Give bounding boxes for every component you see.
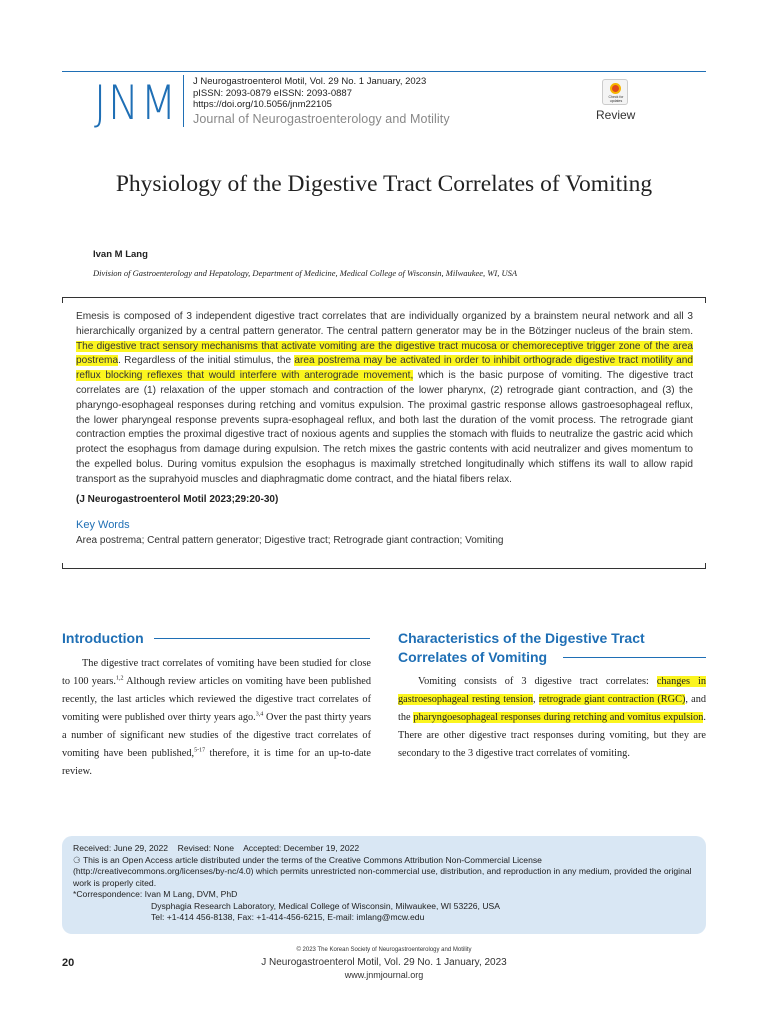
journal-info [193,76,450,127]
issn-line: pISSN: 2093-0879 eISSN: 2093-0887 [193,87,352,99]
reference-sup[interactable]: 5-17 [194,747,206,754]
logo-divider [183,75,184,127]
correspondence-line1: *Correspondence: Ivan M Lang, DVM, PhD [73,889,238,899]
license-text: This is an Open Access article distributed under the terms of the Creative Commons Attribution Non-Commercial License (http://creativecommons.org/licenses/by-nc/4.0) which permits unrestricted non-commercial use, distribution, and reproduction in any medium, provided the original work is properly cited. [73,854,692,888]
article-info-box [62,836,706,934]
abstract-part: Emesis is composed of 3 independent digestive tract correlates that are individually organized by a brainstem neural network and all 3 hierarchically organized by a central pattern generator. The central pattern generator may be in the Bötzinger nucleus of the brain stem. [76,311,693,337]
footer-citation: J Neurogastroenterol Motil, Vol. 29 No. 1 January, 2023 [261,957,507,968]
char-highlight: pharyngoesophageal responses during retching and vomitus expulsion [413,712,704,723]
dates-line: Received: June 29, 2022 Revised: None Accepted: December 19, 2022 [73,843,360,853]
characteristics-heading-rule [563,657,706,658]
page-number: 20 [62,957,75,969]
copyright-line: © 2023 The Korean Society of Neurogastroenterology and Motility [296,947,472,953]
abstract-citation: (J Neurogastroenterol Motil 2023;29:20-30) [76,494,279,505]
char-text: , and the [398,694,707,723]
doi-link[interactable]: https://doi.org/10.5056/jnm22105 [193,99,332,110]
keywords-list: Area postrema; Central pattern generator; Digestive tract; Retrograde giant contraction; Vomiting [76,535,504,546]
cc-icon: ⚆ [73,854,83,865]
header-rule [62,71,706,72]
characteristics-heading-line1: Characteristics of the Digestive Tract [398,630,645,646]
license-notice [73,855,696,890]
reference-sup[interactable]: 3,4 [255,711,264,718]
intro-paragraph [62,655,371,781]
reference-sup[interactable]: 1,2 [116,675,124,682]
intro-heading: Introduction [62,630,144,646]
keywords-heading: Key Words [76,519,130,531]
correspondence-line3: Tel: +1-414 456-8138, Fax: +1-414-456-6215, E-mail: imlang@mcw.edu [151,912,425,922]
check-for-updates-badge[interactable] [602,79,628,105]
abstract-part: . Regardless of the initial stimulus, the [118,355,295,367]
intro-text: Over the past thirty years a number of significant new studies of the digestive tract correlates of vomiting have been published, [62,712,372,759]
characteristics-heading-line2: Correlates of Vomiting [398,649,548,665]
article-type: Review [596,108,636,122]
author-name: Ivan M Lang [93,249,148,260]
abstract-highlight: area postrema may be activated in order to inhibit orthograde digestive tract motility and reflux blocking reflexes that would interfere with anterograde movement, [76,355,693,382]
abstract-bracket-bottom [62,563,706,569]
char-text: . There are other digestive tract responses during vomiting, but they are secondary to the 3 digestive tract correlates of vomiting. [398,712,706,759]
abstract-bracket-top [62,297,706,303]
badge-label: Check for updates [608,95,624,103]
char-highlight: retrograde giant contraction (RGC) [538,694,686,705]
char-highlight: changes in gastroesophageal resting tension [398,676,706,705]
journal-citation-line: J Neurogastroenterol Motil, Vol. 29 No. 1 January, 2023 [193,76,427,87]
char-text: Vomiting consists of 3 digestive tract correlates: [418,676,657,687]
char-text: , [532,694,539,705]
abstract-highlight: The digestive tract sensory mechanisms that activate vomiting are the digestive tract mucosa or chemoreceptive trigger zone of the area postrema [76,340,693,367]
correspondence-line2: Dysphagia Research Laboratory, Medical College of Wisconsin, Milwaukee, WI 53226, USA [151,900,501,911]
characteristics-paragraph [398,673,706,763]
intro-text: Although review articles on vomiting have been published recently, the last articles which reviewed the digestive tract correlates of vomiting were published over thirty years ago. [62,676,371,723]
abstract-part: which is the basic purpose of vomiting. The digestive tract correlates are (1) relaxation of the upper stomach and contraction of the lower pharynx, (2) retrograde giant contraction, and (3) the pharyngo-esophageal responses during retching and vomitus expulsion. The proximal gastric response allows gastroesophageal reflux, the lower pharyngeal response prevents supra-esophageal reflux, and both last the duration of the vomit process. The retrograde giant contraction empties the proximal digestive tract of noxious agents and supplies the stomach with fluids to neutralize the gastric acid which protect the esophagus from damage during expulsion. The retch mixes the gastric contents with acid neutralizer and gives momentum to the expelled bolus. During vomitus expulsion the esophagus is maximally stretched longitudinally which stiffens its wall to allow rapid transport as the suprahyoid muscles and diaphragmatic dome contract, and the hiatal fibers relax. [76,370,694,485]
abstract-text [76,310,693,488]
intro-text: The digestive tract correlates of vomiting have been studied for close to 100 years. [62,658,371,687]
intro-text: therefore, it is time for an up-to-date review. [62,748,371,777]
update-icon [610,83,621,94]
article-title: Physiology of the Digestive Tract Correlates of Vomiting [115,171,653,197]
journal-logo: JNM [94,76,179,131]
intro-heading-rule [154,638,370,639]
author-affiliation: Division of Gastroenterology and Hepatology, Department of Medicine, Medical College of Wisconsin, Milwaukee, WI, USA [93,268,518,278]
footer-url[interactable]: www.jnmjournal.org [344,970,424,980]
journal-name: Journal of Neurogastroenterology and Motility [193,111,450,126]
